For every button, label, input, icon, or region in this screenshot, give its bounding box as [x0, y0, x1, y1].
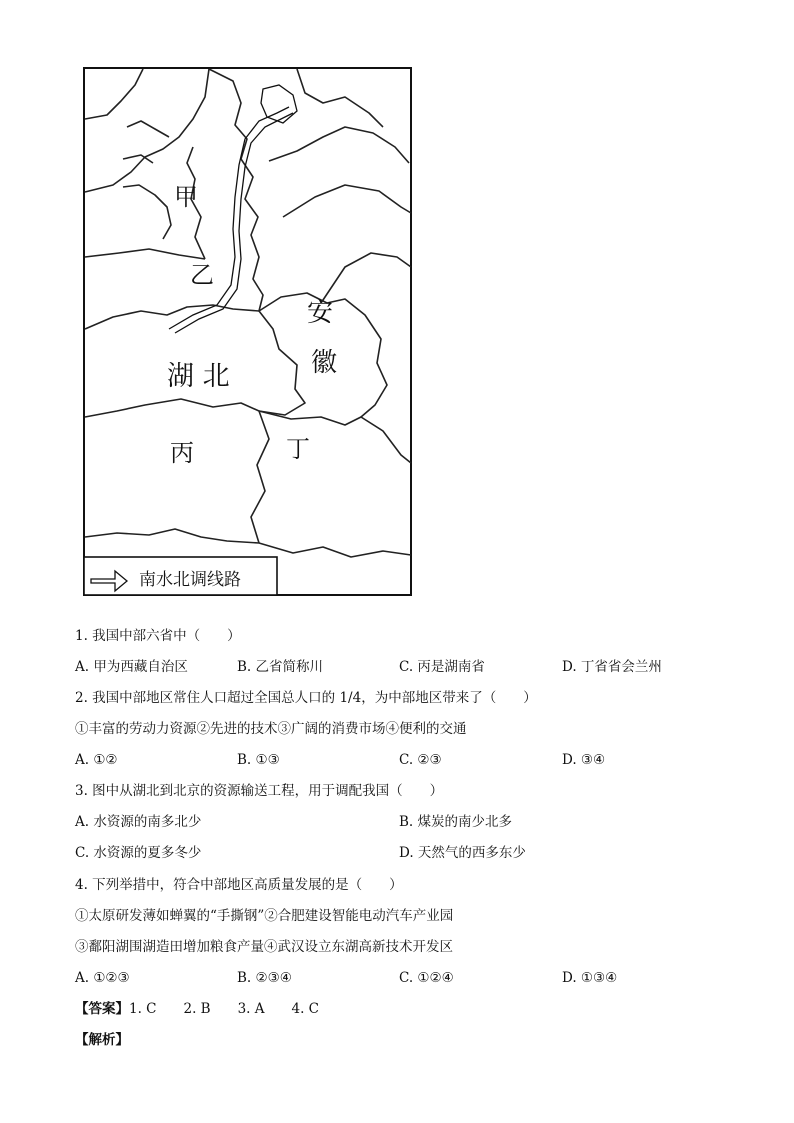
q3-option-d: D. 天然气的西多东少 — [399, 845, 526, 861]
map-label-anhui-2: 徽 — [311, 348, 338, 378]
map-label-anhui-1: 安 — [307, 298, 334, 328]
question-3-stem: 3. 图中从湖北到北京的资源输送工程，用于调配我国（ ） — [75, 783, 444, 799]
map-label-jia: 甲 — [174, 183, 198, 211]
q1-option-d: D. 丁省省会兰州 — [562, 659, 662, 675]
answer-text: 1. C 2. B 3. A 4. C — [129, 1001, 320, 1017]
map-figure — [83, 67, 412, 596]
q4-option-c: C. ①②④ — [399, 970, 454, 986]
map-label-yi: 乙 — [190, 261, 214, 289]
map-label-bing: 丙 — [170, 439, 194, 467]
q2-option-b: B. ①③ — [237, 752, 280, 768]
question-2-sub: ①丰富的劳动力资源②先进的技术③广阔的消费市场④便利的交通 — [75, 721, 467, 737]
question-2-stem: 2. 我国中部地区常住人口超过全国总人口的 1/4，为中部地区带来了（ ） — [75, 690, 537, 706]
q3-option-b: B. 煤炭的南少北多 — [399, 814, 513, 830]
question-4-stem: 4. 下列举措中，符合中部地区高质量发展的是（ ） — [75, 877, 403, 893]
q4-option-b: B. ②③④ — [237, 970, 292, 986]
q1-option-c: C. 丙是湖南省 — [399, 659, 485, 675]
q3-option-a: A. 水资源的南多北少 — [75, 814, 202, 830]
legend-label: 南水北调线路 — [139, 570, 241, 590]
map-label-hubei: 湖 北 — [167, 361, 230, 392]
q3-option-c: C. 水资源的夏多冬少 — [75, 845, 202, 861]
central-china-map — [83, 67, 412, 596]
q2-option-d: D. ③④ — [562, 752, 606, 768]
question-4-sub-2: ③鄱阳湖围湖造田增加粮食产量④武汉设立东湖高新技术开发区 — [75, 939, 453, 955]
q1-option-b: B. 乙省简称川 — [237, 659, 324, 675]
q2-option-a: A. ①② — [75, 752, 118, 768]
q1-option-a: A. 甲为西藏自治区 — [75, 659, 188, 675]
analysis-label: 【解析】 — [75, 1032, 129, 1048]
q4-option-d: D. ①③④ — [562, 970, 618, 986]
map-label-ding: 丁 — [286, 435, 310, 463]
q4-option-a: A. ①②③ — [75, 970, 130, 986]
question-4-sub-1: ①太原研发薄如蝉翼的“手撕钢”②合肥建设智能电动汽车产业园 — [75, 908, 454, 924]
answer-label: 【答案】 — [75, 1001, 129, 1017]
question-1-stem: 1. 我国中部六省中（ ） — [75, 628, 241, 644]
map-legend — [84, 557, 277, 595]
q2-option-c: C. ②③ — [399, 752, 442, 768]
answer-line — [75, 1000, 319, 1018]
